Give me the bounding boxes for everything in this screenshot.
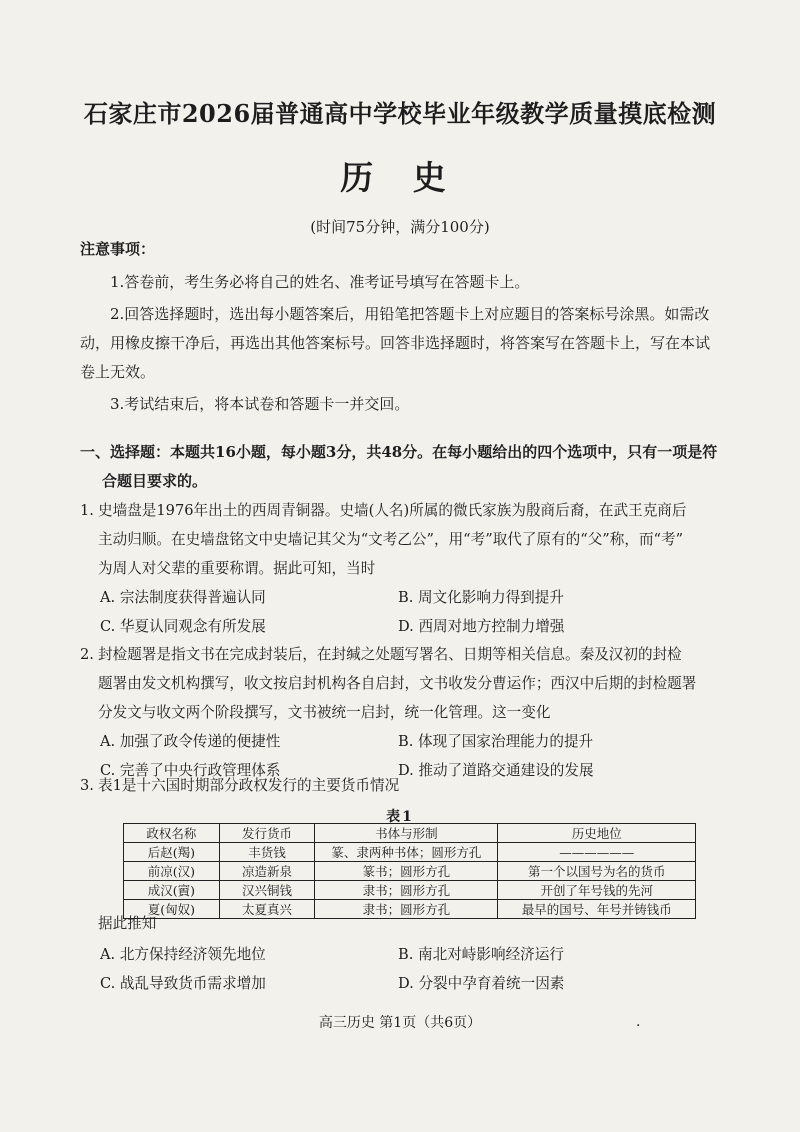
table-cell: 篆、隶两种书体；圆形方孔 — [315, 843, 498, 862]
question-text-line: 表1是十六国时期部分政权发行的主要货币情况 — [98, 777, 400, 794]
table-cell: 第一个以国号为名的货币 — [498, 862, 696, 881]
table-header-cell: 政权名称 — [124, 824, 220, 843]
question-3-options — [80, 940, 728, 998]
table-cell: 丰货钱 — [219, 843, 315, 862]
question-stem — [80, 771, 728, 800]
table-cell: 成汉(賨) — [124, 881, 220, 900]
table-row — [124, 843, 696, 862]
table-cell: 隶书；圆形方孔 — [315, 881, 498, 900]
table-cell: —————— — [498, 843, 696, 862]
question-text-line: 史墙盘是1976年出土的西周青铜器。史墙(人名)所属的微氏家族为殷商后裔，在武王克商后 — [98, 502, 687, 519]
question-text-line: 分发文与收文两个阶段撰写，文书被统一启封，统一化管理。这一变化 — [98, 704, 551, 721]
question-stem — [80, 496, 728, 583]
option-d: D. 推动了道路交通建设的发展 — [398, 762, 594, 779]
table-row — [124, 900, 696, 919]
section-heading-line1: 一、选择题：本题共16小题，每小题3分，共48分。在每小题给出的四个选项中，只有一项是符 — [80, 443, 718, 461]
exam-title: 石家庄市2026届普通高中学校毕业年级教学质量摸底检测 — [83, 99, 717, 128]
table-row — [124, 881, 696, 900]
question-1 — [80, 496, 728, 641]
option-row — [80, 583, 728, 612]
table-cell: 篆书；圆形方孔 — [315, 862, 498, 881]
option-c: C. 华夏认同观念有所发展 — [100, 618, 266, 635]
option-row — [80, 940, 728, 969]
table-cell: 凉造新泉 — [219, 862, 315, 881]
option-row — [80, 727, 728, 756]
option-row — [80, 612, 728, 641]
option-d: D. 分裂中孕育着统一因素 — [398, 975, 565, 992]
currency-table — [123, 823, 696, 919]
table-cell: 汉兴铜钱 — [219, 881, 315, 900]
exam-time-score: (时间75分钟，满分100分) — [310, 218, 490, 236]
option-row — [80, 969, 728, 998]
table-cell: 隶书；圆形方孔 — [315, 900, 498, 919]
option-c: C. 完善了中央行政管理体系 — [100, 762, 281, 779]
question-text-line: 为周人对父辈的重要称谓。据此可知，当时 — [98, 560, 376, 577]
table-cell: 开创了年号钱的先河 — [498, 881, 696, 900]
table-header-row — [124, 824, 696, 843]
option-b: B. 南北对峙影响经济运行 — [398, 946, 564, 963]
notice-item-1: 1.答卷前，考生务必将自己的姓名、准考证号填写在答题卡上。 — [110, 273, 530, 291]
notice-item-3: 3.考试结束后，将本试卷和答题卡一并交回。 — [110, 395, 410, 413]
option-a: A. 北方保持经济领先地位 — [100, 946, 266, 963]
option-d: D. 西周对地方控制力增强 — [398, 618, 565, 635]
notice-list — [80, 268, 722, 419]
table-cell: 后赵(羯) — [124, 843, 220, 862]
table-cell: 最早的国号、年号并铸钱币 — [498, 900, 696, 919]
question-text-line: 题署由发文机构撰写，收文按启封机构各自启封，文书收发分曹运作；西汉中后期的封检题署 — [98, 675, 697, 692]
section-heading-line2: 合题目要求的。 — [102, 472, 208, 490]
section-heading — [80, 438, 725, 496]
question-prompt: 据此推知 — [98, 915, 157, 932]
table-header-cell: 历史地位 — [498, 824, 696, 843]
question-text-line: 主动归顺。在史墙盘铭文中史墙记其父为“文考乙公”，用“考”取代了原有的“父”称，而“考” — [98, 531, 684, 548]
option-a: A. 加强了政令传递的便捷性 — [100, 733, 281, 750]
option-a: A. 宗法制度获得普遍认同 — [100, 589, 266, 606]
table-header-cell: 书体与形制 — [315, 824, 498, 843]
table-cell: 前凉(汉) — [124, 862, 220, 881]
page-footer: 高三历史 第1页（共6页） — [318, 1015, 482, 1031]
question-text-line: 封检题署是指文书在完成封装后，在封缄之处题写署名、日期等相关信息。秦及汉初的封检 — [98, 646, 682, 663]
notice-item-2: 2.回答选择题时，选出每小题答案后，用铅笔把答题卡上对应题目的答案标号涂黑。如需改动，用橡皮擦干净后，再选出其他答案标号。回答非选择题时，将答案写在答题卡上，写在本试卷上无效。 — [80, 305, 711, 381]
footer-mark: . — [636, 1014, 641, 1030]
table-caption: 表1 — [386, 809, 414, 825]
option-b: B. 周文化影响力得到提升 — [398, 589, 564, 606]
question-number: 3. — [80, 777, 94, 794]
option-c: C. 战乱导致货币需求增加 — [100, 975, 266, 992]
table-cell: 太夏真兴 — [219, 900, 315, 919]
question-3 — [80, 771, 728, 800]
option-b: B. 体现了国家治理能力的提升 — [398, 733, 594, 750]
question-number: 2. — [80, 646, 94, 663]
table-cell: 夏(匈奴) — [124, 900, 220, 919]
question-2 — [80, 640, 728, 785]
table-header-cell: 发行货币 — [219, 824, 315, 843]
question-number: 1. — [80, 502, 94, 519]
subject-title: 历 史 — [340, 158, 460, 197]
question-stem — [80, 640, 728, 727]
table-row — [124, 862, 696, 881]
notice-heading: 注意事项： — [80, 240, 156, 258]
